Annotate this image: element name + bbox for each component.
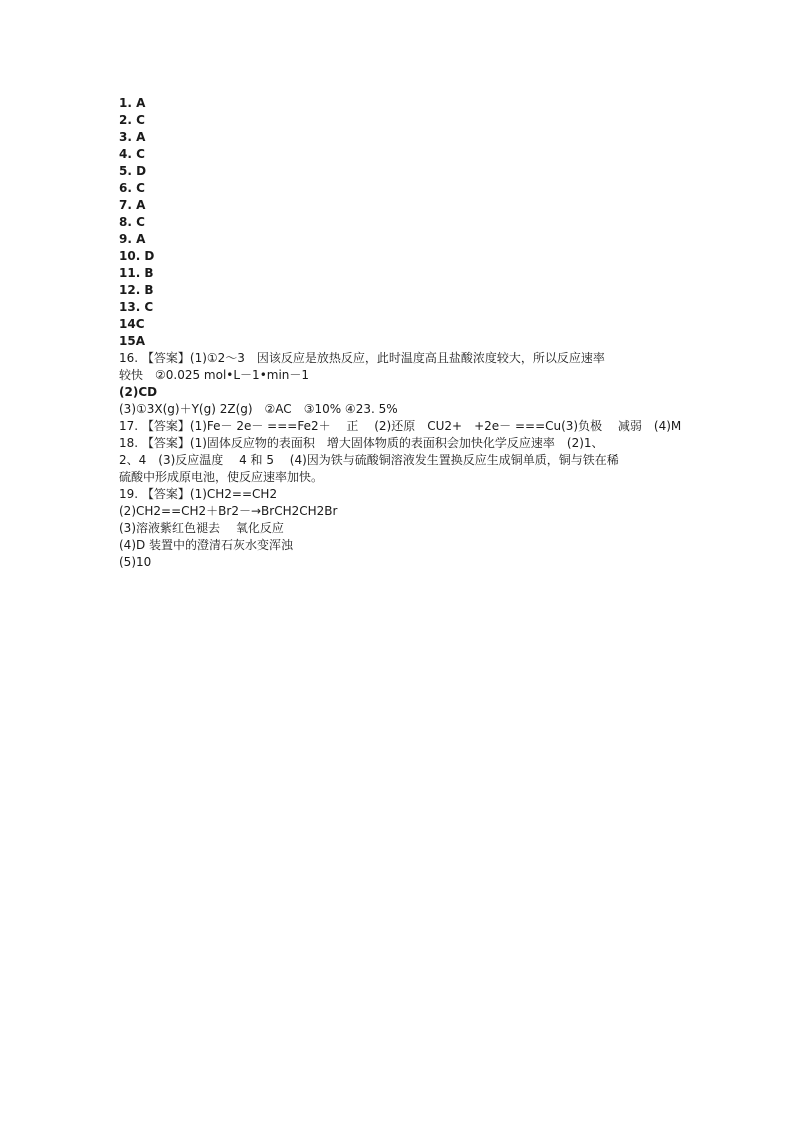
answer-17 bbox=[119, 418, 682, 435]
answer-18-line-3: 硫酸中形成原电池，使反应速率加快。 bbox=[119, 470, 324, 484]
answer-16-line-2: 较快 ②0.025 mol•L－1•min－1 bbox=[119, 368, 310, 382]
answer-11: 11. B bbox=[119, 266, 154, 280]
answer-7: 7. A bbox=[119, 198, 146, 212]
answer-19-line-5: (5)10 bbox=[119, 555, 152, 569]
answer-19 bbox=[119, 486, 679, 571]
answer-2: 2. C bbox=[119, 113, 145, 127]
answer-15: 15A bbox=[119, 334, 145, 348]
answer-3: 3. A bbox=[119, 130, 146, 144]
answer-19-line-3: (3)溶液紫红色褪去 氧化反应 bbox=[119, 521, 284, 535]
answer-12: 12. B bbox=[119, 283, 154, 297]
answer-16 bbox=[119, 350, 679, 418]
answer-5: 5. D bbox=[119, 164, 147, 178]
answer-16-line-3: (2)CD bbox=[119, 385, 158, 399]
answer-18 bbox=[119, 435, 679, 486]
answer-16-line-1: 16. 【答案】(1)①2～3 因该反应是放热反应，此时温度高且盐酸浓度较大，所以反应速率 bbox=[119, 351, 605, 365]
answer-19-line-2: (2)CH2==CH2＋Br2－→BrCH2CH2Br bbox=[119, 504, 338, 518]
answer-10: 10. D bbox=[119, 249, 155, 263]
answer-1: 1. A bbox=[119, 96, 146, 110]
answer-8: 8. C bbox=[119, 215, 145, 229]
answer-16-line-4: (3)①3X(g)＋Y(g) 2Z(g) ②AC ③10% ④23. 5% bbox=[119, 402, 398, 416]
answer-19-line-4: (4)D 装置中的澄清石灰水变浑浊 bbox=[119, 538, 294, 552]
answer-13: 13. C bbox=[119, 300, 154, 314]
answer-18-line-2: 2、4 (3)反应温度 4 和 5 (4)因为铁与硫酸铜溶液发生置换反应生成铜单质，铜与铁在稀 bbox=[119, 453, 619, 467]
answer-17-line-1: 17. 【答案】(1)Fe－ 2e－ ===Fe2＋ 正 (2)还原 CU2+ +2e－ ===Cu(3)负极 减弱 (4)M bbox=[119, 419, 682, 433]
answer-18-line-1: 18. 【答案】(1)固体反应物的表面积 增大固体物质的表面积会加快化学反应速率 (2)1、 bbox=[119, 436, 604, 450]
answer-19-line-1: 19. 【答案】(1)CH2==CH2 bbox=[119, 487, 278, 501]
answer-4: 4. C bbox=[119, 147, 145, 161]
multiple-choice-answers bbox=[119, 95, 679, 350]
answer-14: 14C bbox=[119, 317, 145, 331]
answer-6: 6. C bbox=[119, 181, 145, 195]
answer-9: 9. A bbox=[119, 232, 146, 246]
answer-sheet bbox=[119, 95, 682, 571]
